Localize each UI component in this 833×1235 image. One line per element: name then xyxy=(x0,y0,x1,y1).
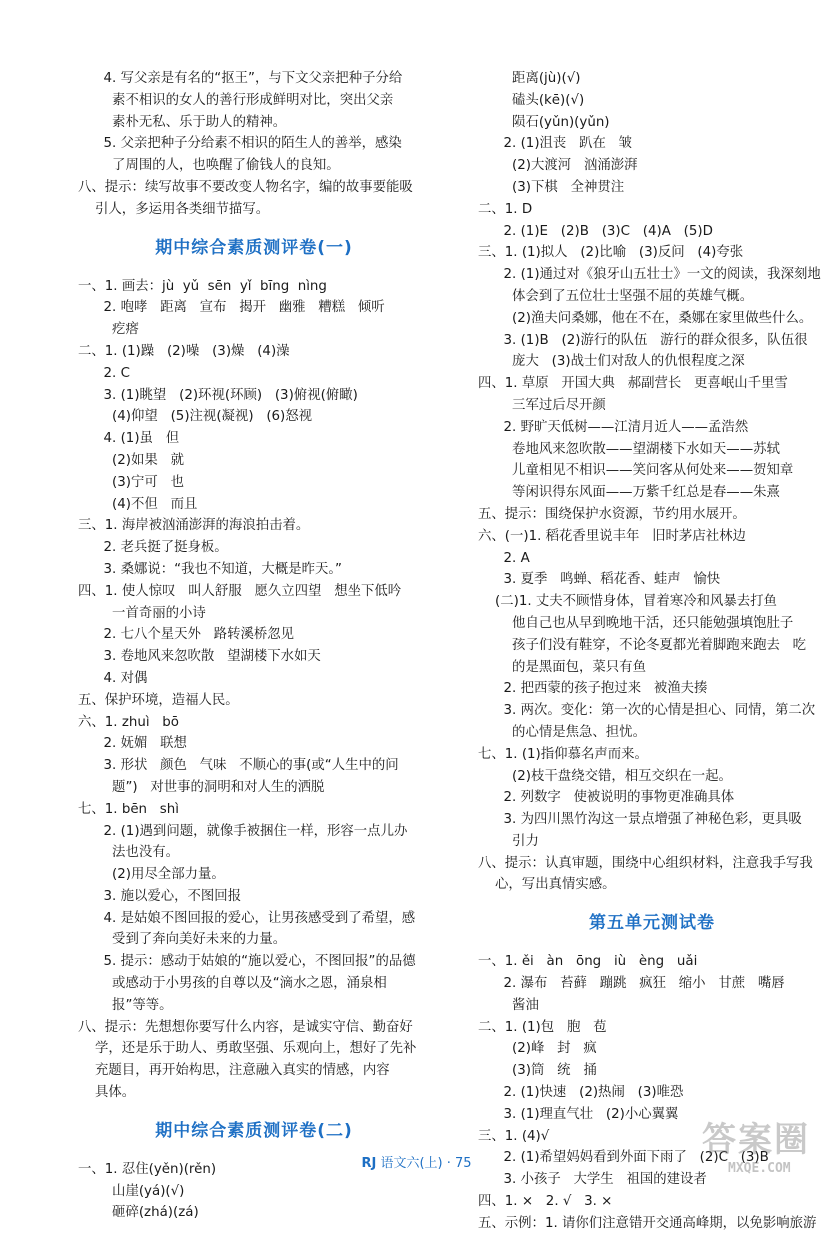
answer-line: 磕头(kē)(√) xyxy=(478,92,585,108)
answer-line: 六、(一)1. 稻花香里说丰年 旧时茅店社林边 xyxy=(478,528,746,544)
answer-line: 四、1. × 2. √ 3. × xyxy=(478,1194,613,1210)
answer-line: 庞大 (3)战士们对敌人的仇恨程度之深 xyxy=(478,354,745,370)
answer-line: 引力 xyxy=(478,833,539,849)
answer-line: 七、1. bēn shì xyxy=(78,801,179,817)
answer-line: 2. (1)E (2)B (3)C (4)A (5)D xyxy=(478,223,713,239)
answer-line: 体会到了五位壮士坚强不屈的英雄气概。 xyxy=(478,288,754,304)
answer-line: 法也没有。 xyxy=(78,845,180,861)
answer-line: 3. 卷地风来忽吹散 望湖楼下水如天 xyxy=(78,649,321,665)
answer-line: 一、1. ěi àn ōng iù èng uǎi xyxy=(478,954,698,970)
answer-line: 2. C xyxy=(78,365,130,381)
answer-line: (二)1. 丈夫不顾惜身体，冒着寒冷和风暴去打鱼 xyxy=(478,594,777,610)
answer-line: 5. 提示：感动于姑娘的“施以爱心，不图回报”的品德 xyxy=(78,954,416,970)
answer-line: 4. (1)虽 但 xyxy=(78,431,180,447)
answer-line: 2. (1)遇到问题，就像手被捆住一样，形容一点儿办 xyxy=(78,823,408,839)
answer-line: 素不相识的女人的善行形成鲜明对比，突出父亲 xyxy=(78,92,394,108)
answer-line: 2. 老兵挺了挺身板。 xyxy=(78,540,228,556)
answer-line: (2)如果 就 xyxy=(78,452,184,468)
answer-line: 受到了奔向美好未来的力量。 xyxy=(78,932,287,948)
answer-line: 五、提示：围绕保护水资源，节约用水展开。 xyxy=(478,506,746,522)
answer-line: 3. 夏季 鸣蝉、稻花香、蛙声 愉快 xyxy=(478,572,721,588)
answer-line: 一、1. 忍住(yěn)(rěn) xyxy=(78,1161,217,1177)
answer-line: 三、1. (4)√ xyxy=(478,1128,550,1144)
answer-line: 陨石(yǔn)(yǔn) xyxy=(478,114,610,130)
answer-line: 四、1. 使人惊叹 叫人舒服 愿久立四望 想坐下低吟 xyxy=(78,583,402,599)
answer-line: 3. 桑娜说：“我也不知道，大概是昨天。” xyxy=(78,561,342,577)
answer-line: 酱油 xyxy=(478,997,539,1013)
answer-line: 卷地风来忽吹散——望湖楼下水如天——苏轼 xyxy=(478,441,780,457)
answer-line: 三、1. 海岸被汹涌澎湃的海浪拍击着。 xyxy=(78,518,310,534)
answer-line: 3. 形状 颜色 气味 不顺心的事(或“人生中的问 xyxy=(78,758,399,774)
answer-line: 八、提示：先想想你要写什么内容，是诚实守信、勤奋好 xyxy=(78,1019,413,1035)
left-column xyxy=(78,68,430,1224)
answer-line: 一首奇丽的小诗 xyxy=(78,605,206,621)
footer-page-label: 语文六(上) · 75 xyxy=(376,1156,472,1171)
watermark-logo xyxy=(702,1112,830,1196)
answer-line: 三军过后尽开颜 xyxy=(478,397,606,413)
answer-line: 4. 是姑娘不图回报的爱心，让男孩感受到了希望，感 xyxy=(78,910,416,926)
answer-line: (4)仰望 (5)注视(凝视) (6)怒视 xyxy=(78,409,313,425)
answer-line: 2. 列数字 使被说明的事物更准确具体 xyxy=(478,790,735,806)
answer-line: 2. 把西蒙的孩子抱过来 被渔夫揍 xyxy=(478,681,708,697)
answer-line: 三、1. (1)拟人 (2)比喻 (3)反问 (4)夸张 xyxy=(478,245,744,261)
answer-line: 素朴无私、乐于助人的精神。 xyxy=(78,114,287,130)
answer-line: (2)渔夫问桑娜，他在不在，桑娜在家里做些什么。 xyxy=(478,310,813,326)
answer-line: 八、提示：认真审题，围绕中心组织材料，注意我手写我 xyxy=(478,855,813,871)
answer-line: 2. (1)希望妈妈看到外面下雨了 (2)C (3)B xyxy=(478,1150,769,1166)
answer-line: 2. 七八个星天外 路转溪桥忽见 xyxy=(78,627,295,643)
answer-line: 2. A xyxy=(478,550,530,566)
answer-line: 3. (1)眺望 (2)环视(环顾) (3)俯视(俯瞰) xyxy=(78,387,358,403)
answer-line: 3. 为四川黑竹沟这一景点增强了神秘色彩，更具吸 xyxy=(478,812,802,828)
answer-line: 2. 咆哮 距离 宣布 揭开 幽雅 糟糕 倾听 xyxy=(78,300,385,316)
answer-line: 他自己也从早到晚地干活，还只能勉强填饱肚子 xyxy=(478,615,794,631)
right-column xyxy=(478,68,826,1235)
answer-line: 的是黑面包，菜只有鱼 xyxy=(478,659,646,675)
footer-series-mark: RJ xyxy=(361,1156,377,1171)
answer-line: 四、1. 草原 开国大典 郝副营长 更喜岷山千里雪 xyxy=(478,376,788,392)
answer-line: 3. 两次。变化：第一次的心情是担心、同情，第二次 xyxy=(478,703,816,719)
answer-line: 具体。 xyxy=(78,1085,136,1101)
section-heading: 期中综合素质测评卷(二) xyxy=(155,1120,353,1141)
answer-line: 4. 写父亲是有名的“抠王”，与下文父亲把种子分给 xyxy=(78,71,403,86)
answer-line: 2. 野旷天低树——江清月近人——孟浩然 xyxy=(478,419,749,435)
watermark-url: MXQE.COM xyxy=(728,1161,791,1176)
answer-line: 2. (1)通过对《狼牙山五壮士》一文的阅读，我深刻地 xyxy=(478,267,821,283)
answer-line: 引人，多运用各类细节描写。 xyxy=(78,201,270,217)
answer-line: 2. 瀑布 苔藓 蹦跳 疯狂 缩小 甘蔗 嘴唇 xyxy=(478,976,785,992)
answer-line: 2. (1)沮丧 趴在 皱 xyxy=(478,136,633,152)
answer-line: 六、1. zhuì bō xyxy=(78,714,179,730)
answer-line: 或感动于小男孩的自尊以及“滴水之恩，涌泉相 xyxy=(78,976,387,992)
answer-line: 八、提示：续写故事不要改变人物名字，编的故事要能吸 xyxy=(78,179,413,195)
answer-line: (2)用尽全部力量。 xyxy=(78,867,225,883)
answer-line: 3. (1)B (2)游行的队伍 游行的群众很多，队伍很 xyxy=(478,332,808,348)
answer-line: 2. 妩媚 联想 xyxy=(78,736,187,752)
answer-line: 五、保护环境，造福人民。 xyxy=(78,692,239,708)
answer-line: 疙瘩 xyxy=(78,322,139,338)
answer-line: (2)大渡河 汹涌澎湃 xyxy=(478,158,638,174)
answer-line: 的心情是焦急、担忧。 xyxy=(478,724,646,740)
answer-line: (4)不但 而且 xyxy=(78,496,198,512)
answer-line: (3)宁可 也 xyxy=(78,474,184,490)
section-heading: 第五单元测试卷 xyxy=(589,913,715,934)
answer-line: 4. 对偶 xyxy=(78,670,148,686)
answer-line: 砸碎(zhá)(zá) xyxy=(78,1205,199,1221)
answer-line: 山崖(yá)(√) xyxy=(78,1183,185,1199)
answer-line: 学，还是乐于助人、勇敢坚强、乐观向上，想好了先补 xyxy=(78,1041,417,1057)
answer-line: (2)枝干盘绕交错，相互交织在一起。 xyxy=(478,768,732,784)
section-heading: 期中综合素质测评卷(一) xyxy=(155,237,353,258)
answer-line: 3. (1)理直气壮 (2)小心翼翼 xyxy=(478,1106,679,1122)
answer-line: 儿童相见不相识——笑问客从何处来——贺知章 xyxy=(478,463,794,479)
answer-line: 5. 父亲把种子分给素不相识的陌生人的善举，感染 xyxy=(78,136,402,152)
answer-line: 孩子们没有鞋穿，不论冬夏都光着脚跑来跑去 吃 xyxy=(478,637,807,653)
answer-line: 了周围的人，也唤醒了偷钱人的良知。 xyxy=(78,158,340,174)
answer-line: 二、1. (1)躁 (2)噪 (3)燥 (4)澡 xyxy=(78,343,290,359)
answer-line: 七、1. (1)指仰慕名声而来。 xyxy=(478,746,648,762)
answer-line: 3. 施以爱心，不图回报 xyxy=(78,888,242,904)
answer-line: 心，写出真情实感。 xyxy=(478,877,616,893)
answer-line: 充题目，再开始构思，注意融入真实的情感，内容 xyxy=(78,1063,390,1079)
answer-line: 等闲识得东风面——万紫千红总是春——朱熹 xyxy=(478,485,780,501)
answer-line: 一、1. 画去：jù yǔ sēn yǐ bīng nìng xyxy=(78,278,327,294)
answer-line: (2)峰 封 疯 xyxy=(478,1041,597,1057)
watermark-title: 答案圈 xyxy=(702,1120,810,1160)
answer-line: 五、示例：1. 请你们注意错开交通高峰期，以免影响旅游 xyxy=(478,1215,817,1231)
answer-line: 题”) 对世事的洞明和对人生的洒脱 xyxy=(78,779,325,795)
answer-line: (3)下棋 全神贯注 xyxy=(478,179,625,195)
answer-line: 二、1. (1)包 胞 苞 xyxy=(478,1019,607,1035)
answer-line: (3)筒 统 捅 xyxy=(478,1063,597,1079)
answer-line: 2. (1)快速 (2)热闹 (3)唯恐 xyxy=(478,1085,684,1101)
answer-line: 距离(jù)(√) xyxy=(478,71,581,86)
answer-line: 二、1. D xyxy=(478,201,533,217)
answer-line: 报”等等。 xyxy=(78,997,173,1013)
answer-line: 3. 小孩子 大学生 祖国的建设者 xyxy=(478,1172,707,1188)
